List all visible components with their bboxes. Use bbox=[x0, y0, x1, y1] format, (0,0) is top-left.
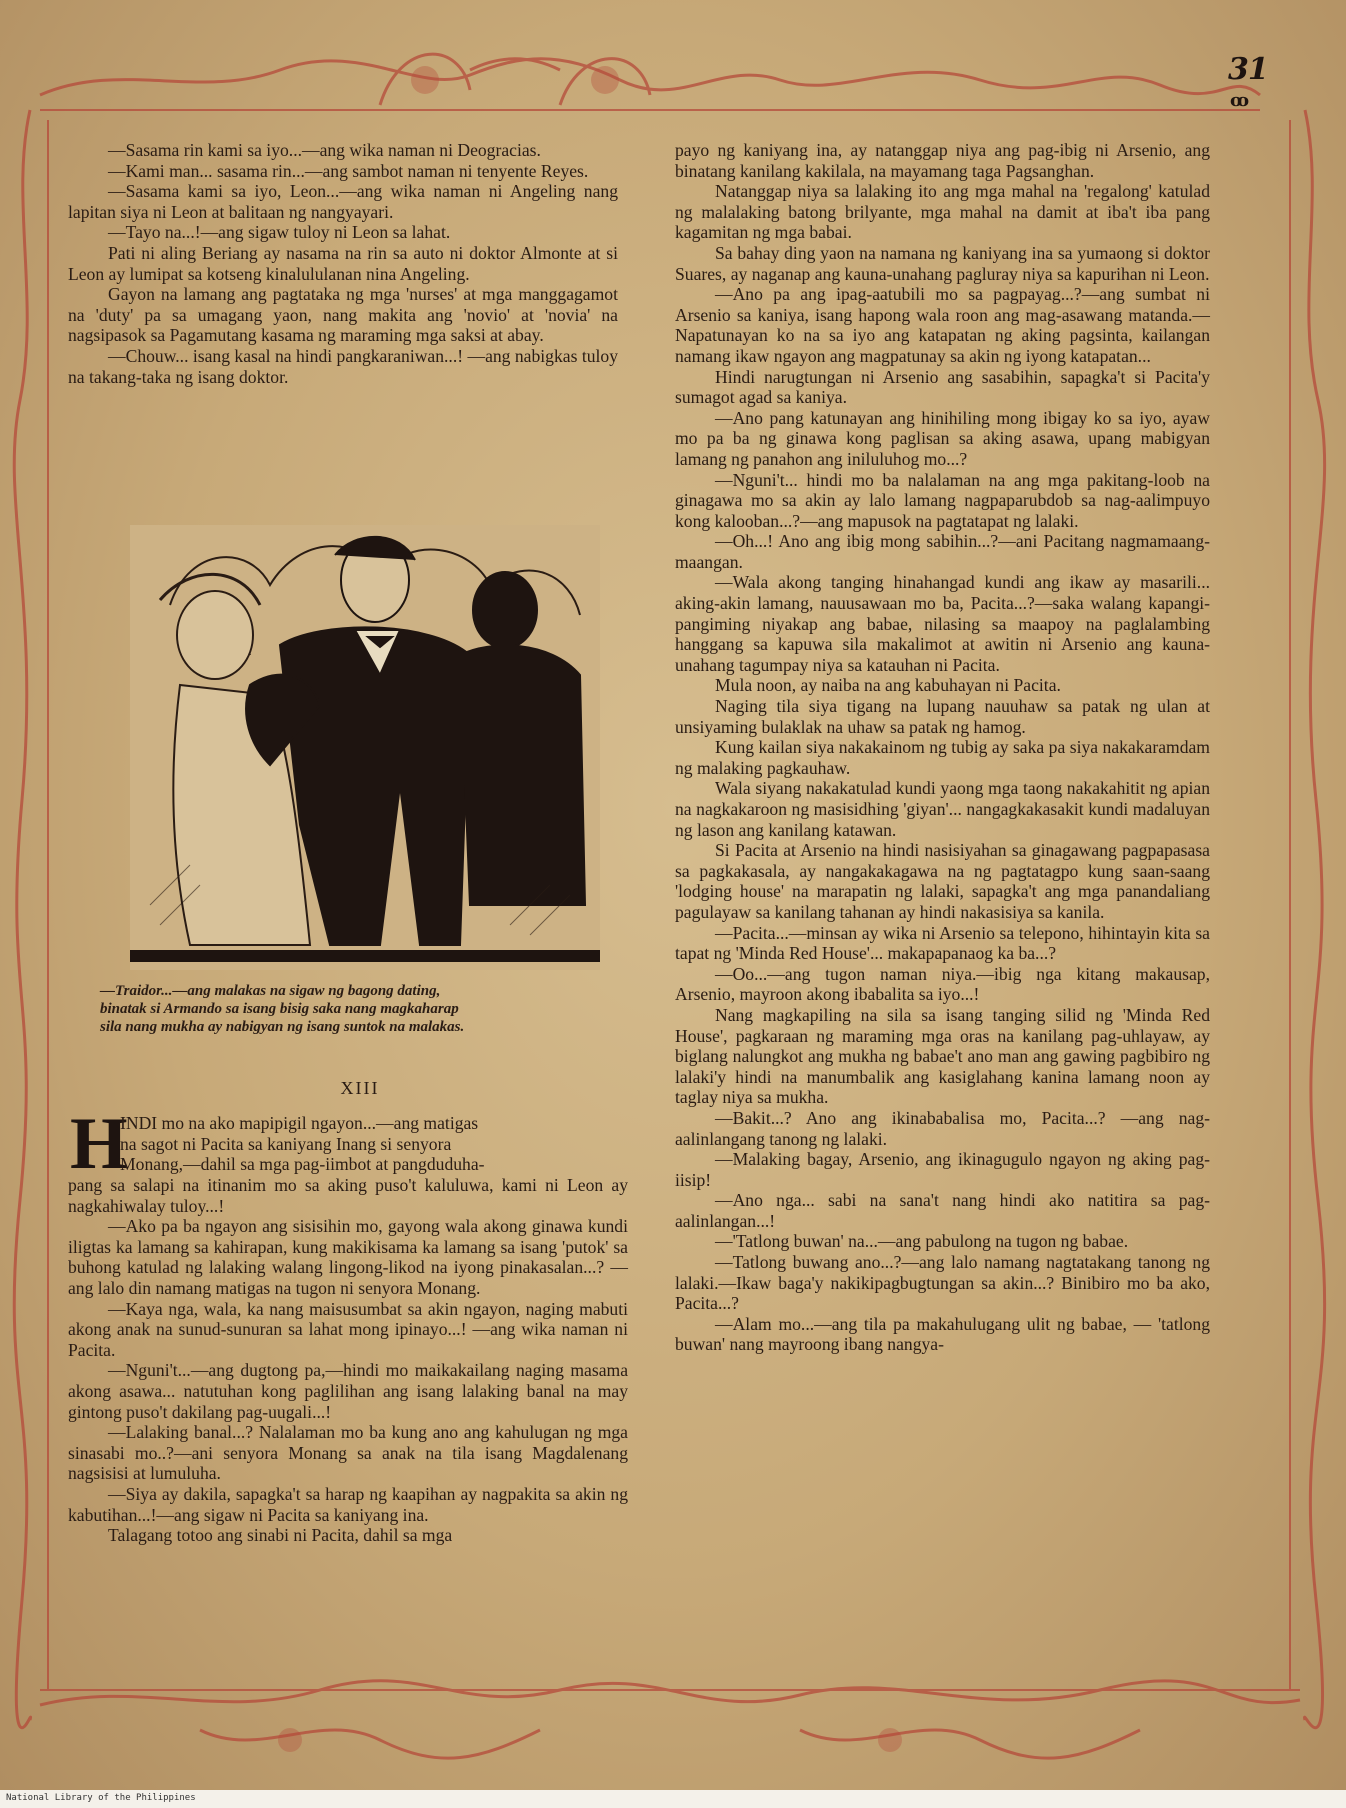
chapter-heading: XIII bbox=[340, 1078, 380, 1098]
paragraph: Sa bahay ding yaon na namana ng kaniyang ina sa yumaong si doktor Suares, ay naganap ang kauna-unahang pagluray niya sa kapurihan ni Leon. bbox=[675, 242, 1210, 284]
left-column-bottom bbox=[68, 1175, 628, 1546]
paragraph: —Wala akong tanging hinahangad kundi ang ikaw ay masarili... aking-akin lamang, nauusawaan mo ba, Pacita...?—saka walang kapangi-pangiming niyakap ang babae, nilasing sa maapoy na paglalambing hanggang sa kapuwa sila makalimot at awitin ni Arsenio ang kauna-unahang tagumpay niya sa katauhan ni Pacita. bbox=[675, 572, 1210, 675]
paragraph: Pati ni aling Beriang ay nasama na rin sa auto ni doktor Almonte at si Leon ay lumipat sa kotseng kinalululanan nina Angeling. bbox=[68, 242, 618, 284]
caption-line: sila nang mukha ay nabigyan ng isang suntok na malakas. bbox=[100, 1019, 465, 1035]
paragraph: —Ano pa ang ipag-aatubili mo sa pagpayag...?—ang sumbat ni Arsenio sa kaniya, isang hapong wala roon ang mag-asawang matanda.—Napatunayan ko na sa iyo ang katapatan ng aking pagsinta, kailangan namang ikaw ngayon ang magpatunay sa akin ng iyong katapatan... bbox=[675, 284, 1210, 366]
paragraph: —Pacita...—minsan ay wika ni Arsenio sa telepono, hihintayin kita sa tapat ng 'Minda Red House'... makapapanaog ka ba...? bbox=[675, 922, 1210, 964]
text-line: na sagot ni Pacita sa kaniyang Inang si senyora bbox=[120, 1133, 452, 1154]
page-mark: ꝏ bbox=[1230, 90, 1250, 111]
paragraph: —Ano nga... sabi na sana't nang hindi ako natitira sa pag-aalinlangan...! bbox=[675, 1190, 1210, 1231]
paragraph: —Bakit...? Ano ang ikinababalisa mo, Pacita...? —ang nag-aalinlangang tanong ng lalaki. bbox=[675, 1107, 1210, 1149]
paragraph: —Siya ay dakila, sapagka't sa harap ng kaapihan ay nagpakita sa akin ng kabutihan...!—ang sigaw ni Pacita sa kaniyang ina. bbox=[68, 1483, 628, 1525]
paragraph: Mula noon, ay naiba na ang kabuhayan ni Pacita. bbox=[715, 675, 1061, 696]
paragraph: —Chouw... isang kasal na hindi pangkaraniwan...! —ang nabigkas tuloy na takang-taka ng isang doktor. bbox=[68, 345, 618, 387]
paragraph: pang sa salapi na itinanim mo sa aking puso't kaluluwa, kami ni Leon ay nagkahiwalay tuloy...! bbox=[68, 1175, 628, 1216]
paragraph: —Nguni't... hindi mo ba nalalaman na ang mga pakitang-loob na ginagawa mo sa akin ay lalo lamang nagpaparubdob sa nag-aalimpuyo kong kalooban...?—ang mapusok na pagtatapat ng lalaki. bbox=[675, 469, 1210, 531]
paragraph: Nang magkapiling na sila sa isang tanging silid ng 'Minda Red House', pagkaraan ng maraming mga oras na kanilang pag-uhlayaw, ay biglang nalungkot ang mukha ng babae't ano man ang gawing pagbibiro ng lalaki'y hindi na manumbalik ang kasiglahang kanina lamang noon ay taglay niya sa mukha. bbox=[675, 1004, 1210, 1108]
paragraph: —Alam mo...—ang tila pa makahulugang ulit ng babae, — 'tatlong buwan' nang mayroong ibang nangya- bbox=[675, 1313, 1210, 1355]
text-line: INDI mo na ako mapipigil ngayon...—ang matigas bbox=[120, 1113, 479, 1133]
paragraph: —Kami man... sasama rin...—ang sambot naman ni tenyente Reyes. bbox=[108, 160, 589, 181]
paragraph: payo ng kaniyang ina, ay natanggap niya ang pag-ibig ni Arsenio, ang binatang kanilang kakilala, na mayamang taga Pagsanghan. bbox=[675, 140, 1210, 181]
paragraph: —Oh...! Ano ang ibig mong sabihin...?—ani Pacitang nagmamaang-maangan. bbox=[675, 531, 1210, 572]
paragraph: —'Tatlong buwan' na...—ang pabulong na tugon ng babae. bbox=[715, 1231, 1129, 1252]
paragraph: Talagang totoo ang sinabi ni Pacita, dahil sa mga bbox=[108, 1525, 453, 1546]
paragraph: —Ako pa ba ngayon ang sisisihin mo, gayong wala akong ginawa kundi iligtas ka lamang sa kahirapan, kung makikisama ka lamang sa isang 'putok' sa buhong katulad ng lalaking walang lingong-likod na iyong pinakasalan...? —ang lalo din namang matigas na tugon ni senyora Monang. bbox=[68, 1216, 628, 1298]
drop-cap-lines bbox=[120, 1113, 630, 1175]
paragraph: —Nguni't...—ang dugtong pa,—hindi mo maikakailang naging masama akong asawa... natutuhan kong paglilihan ang isang lalaking banal na may gintong puso't dakilang pag-uugali...! bbox=[68, 1360, 628, 1422]
story-illustration bbox=[130, 525, 600, 970]
paragraph: —Sasama kami sa iyo, Leon...—ang wika naman ni Angeling nang lapitan siya ni Leon at balitaan ng nangyayari. bbox=[68, 181, 618, 222]
footer-credit: National Library of the Philippines bbox=[6, 1793, 196, 1803]
left-column-top bbox=[68, 140, 618, 387]
paragraph: —Kaya nga, wala, ka nang maisusumbat sa akin ngayon, naging mabuti akong anak na sunud-sunuran sa lahat mong ipinayo...! —ang wika naman ni Pacita. bbox=[68, 1298, 628, 1360]
caption-line: —Traidor...—ang malakas na sigaw ng bagong dating, bbox=[100, 983, 441, 999]
caption-line: binatak si Armando sa isang bisig saka nang magkaharap bbox=[100, 1001, 459, 1017]
footer-strip bbox=[0, 1790, 1346, 1808]
paragraph: Si Pacita at Arsenio na hindi nasisiyahan sa ginagawang pagpapasasa sa pagkakasala, ay nangakakagawa na ng pagtatagpo kung saan-saang 'lodging house' na marapatin ng lalaki, sapagka't ang mga panandaliang pagulayaw sa kanilang tahanan ay hindi nakasisiya sa kanila. bbox=[675, 840, 1210, 922]
illustration-caption bbox=[100, 982, 625, 1036]
paragraph: Hindi narugtungan ni Arsenio ang sasabihin, sapagka't si Pacita'y sumagot agad sa kaniya. bbox=[675, 366, 1210, 408]
paragraph: Gayon na lamang ang pagtataka ng mga 'nurses' at mga manggagamot na 'duty' pa sa umagang yaon, nang makita ang 'novio' at 'novia' na nagsipasok sa Pagamutang kasama ng maraming mga saksi at abay. bbox=[68, 284, 618, 346]
paragraph: Wala siyang nakakatulad kundi yaong mga taong nakakahitit ng apian na nagkakaroon ng masisidhing 'giyan'... nangagkakasakit kundi madaluyan ng lason ang kanilang katawan. bbox=[675, 778, 1210, 840]
paragraph: Kung kailan siya nakakainom ng tubig ay saka pa siya nakakaramdam ng malaking pagkauhaw. bbox=[675, 737, 1210, 778]
paragraph: Natanggap niya sa lalaking ito ang mga mahal na 'regalong' katulad ng malalaking batong brilyante, mga mahal na damit at iba't iba pang kagamitan ng mga babai. bbox=[675, 181, 1210, 243]
paragraph: —Malaking bagay, Arsenio, ang ikinagugulo ngayon ng aking pag-iisip! bbox=[675, 1149, 1210, 1190]
paragraph: —Oo...—ang tugon naman niya.—ibig nga kitang makausap, Arsenio, mayroon akong ibabalita sa iyo...! bbox=[675, 963, 1210, 1005]
paragraph: —Lalaking banal...? Nalalaman mo ba kung ano ang kahulugan ng mga sinasabi mo..?—ani senyora Monang sa anak na tila isang Magdalenang nagsisisi at lumuluha. bbox=[68, 1422, 628, 1484]
paragraph: —Tatlong buwang ano...?—ang lalo namang nagtatakang tanong ng lalaki.—Ikaw baga'y nakikipagbugtungan sa akin...? Binibiro mo ba ako, Pacita...? bbox=[675, 1252, 1210, 1314]
page-number: 31 bbox=[1228, 52, 1268, 87]
drop-cap: H bbox=[70, 1103, 128, 1185]
paragraph: Naging tila siya tigang na lupang nauuhaw sa patak ng ulan at unsiyaming bulaklak na uhaw sa patak ng hamog. bbox=[675, 696, 1210, 737]
paragraph: —Ano pang katunayan ang hinihiling mong ibigay ko sa iyo, ayaw mo pa ba ng ginawa kong paglisan sa aking asawa, upang mabigyan lamang ng panahon ang iniluluhog mo...? bbox=[675, 407, 1210, 469]
text-line: Monang,—dahil sa mga pag-iimbot at pangduduha- bbox=[120, 1154, 485, 1175]
right-column bbox=[675, 140, 1210, 1355]
paragraph: —Sasama rin kami sa iyo...—ang wika naman ni Deogracias. bbox=[108, 140, 541, 160]
paragraph: —Tayo na...!—ang sigaw tuloy ni Leon sa lahat. bbox=[108, 222, 451, 243]
